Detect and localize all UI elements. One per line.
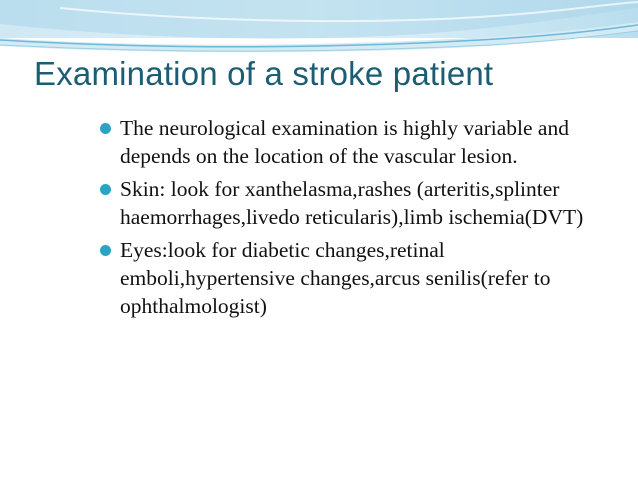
- bullet-text: The neurological examination is highly variable and depends on the location of the vascular lesion.: [120, 116, 569, 168]
- bullet-icon: [100, 184, 111, 195]
- decorative-header-wave: [0, 0, 638, 60]
- bullet-item: [100, 114, 610, 170]
- bullet-text: Skin: look for xanthelasma,rashes (arteritis,splinter haemorrhages,livedo reticularis),limb ischemia(DVT): [120, 177, 584, 229]
- bullet-text: Eyes:look for diabetic changes,retinal emboli,hypertensive changes,arcus senilis(refer to ophthalmologist): [120, 238, 551, 318]
- bullet-icon: [100, 245, 111, 256]
- bullet-item: [100, 175, 610, 231]
- slide-title: Examination of a stroke patient: [34, 55, 494, 92]
- bullet-item: [100, 236, 610, 320]
- bullet-list: [100, 114, 610, 325]
- bullet-icon: [100, 123, 111, 134]
